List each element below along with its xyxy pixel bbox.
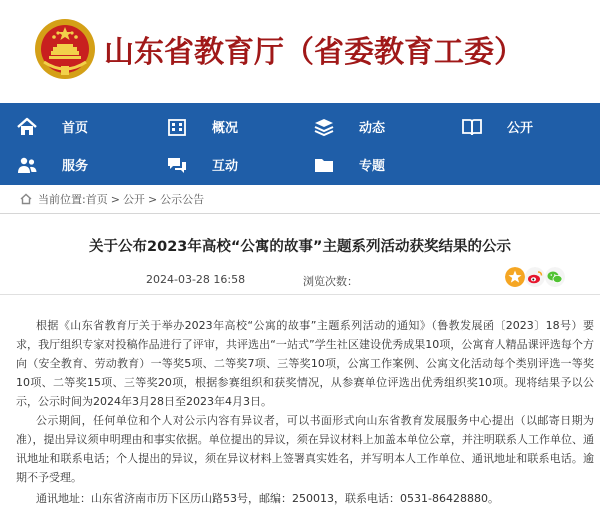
nav-label: 概况 — [212, 121, 239, 136]
folder-icon — [313, 154, 335, 176]
site-title: 山东省教育厅（省委教育工委） — [104, 35, 524, 70]
chat-icon — [166, 154, 188, 176]
breadcrumb-separator: > — [147, 192, 158, 206]
publish-date: 2024-03-28 16:58 — [146, 273, 246, 286]
nav-label: 公开 — [507, 121, 534, 136]
main-nav — [0, 103, 600, 185]
home-icon — [16, 116, 38, 138]
nav-item-service[interactable] — [16, 144, 88, 185]
weibo-icon[interactable] — [525, 267, 545, 287]
nav-item-home[interactable] — [16, 106, 88, 147]
building-icon — [166, 116, 188, 138]
breadcrumb-separator: > — [110, 192, 120, 206]
people-icon — [16, 154, 38, 176]
nav-item-interact[interactable] — [166, 144, 238, 185]
nav-item-news[interactable] — [313, 106, 385, 147]
site-header — [0, 0, 600, 103]
nav-label: 服务 — [62, 159, 89, 174]
breadcrumb-home[interactable]: 首页 — [85, 193, 108, 206]
layers-icon — [313, 116, 335, 138]
view-count-label: 浏览次数： — [303, 275, 358, 288]
divider — [0, 294, 600, 295]
nav-item-public[interactable] — [461, 106, 533, 147]
article-paragraph: 根据《山东省教育厅关于举办2023年高校“公寓的故事”主题系列活动的通知》（鲁教发展函〔2023〕18号）要求，我厅组织专家对投稿作品进行了评审，共评选出“一站式”学生社区建设优秀成果10项，公寓育人精品课评选每个方向（安全教育、劳动教育）一等奖5项、二等奖7项、三等奖10项，公寓工作案例、公寓文化活动每个类别评选一等奖10项、二等奖15项、三等奖20项，根据参赛组织和获奖情况，从参赛单位评选出优秀组织奖10项。现将结果予以公示，公示时间为2024年3月28日至2023年4月3日。 — [16, 319, 594, 408]
nav-label: 动态 — [359, 121, 386, 136]
breadcrumb-public[interactable]: 公开 — [122, 193, 145, 206]
national-emblem-icon — [34, 18, 96, 80]
home-small-icon — [20, 193, 32, 205]
article-title: 关于公布2023年高校“公寓的故事”主题系列活动获奖结果的公示 — [89, 239, 511, 255]
nav-label: 专题 — [359, 159, 386, 174]
nav-label: 首页 — [62, 121, 89, 136]
breadcrumb-announcements[interactable]: 公示公告 — [160, 193, 205, 206]
article-paragraph: 公示期间，任何单位和个人对公示内容有异议者，可以书面形式向山东省教育发展服务中心提出（以邮寄日期为准），提出异议须申明理由和事实依据。单位提出的异议，须在异议材料上加盖本单位公章，并注明联系人工作单位、通讯地址和联系电话；个人提出的异议，须在异议材料上签署真实姓名，并写明本人工作单位、通讯地址和联系电话。逾期不予受理。 — [16, 414, 594, 484]
breadcrumb — [20, 191, 204, 207]
wechat-icon[interactable] — [545, 267, 565, 287]
favorite-star-icon[interactable] — [505, 267, 525, 287]
article-paragraph: 通讯地址：山东省济南市历下区历山路53号，邮编：250013，联系电话：0531-86428880。 — [36, 492, 499, 505]
nav-item-topics[interactable] — [313, 144, 385, 185]
breadcrumb-prefix: 当前位置: — [38, 193, 86, 206]
nav-item-overview[interactable] — [166, 106, 238, 147]
divider — [0, 213, 600, 214]
book-icon — [461, 116, 483, 138]
nav-label: 互动 — [212, 159, 239, 174]
